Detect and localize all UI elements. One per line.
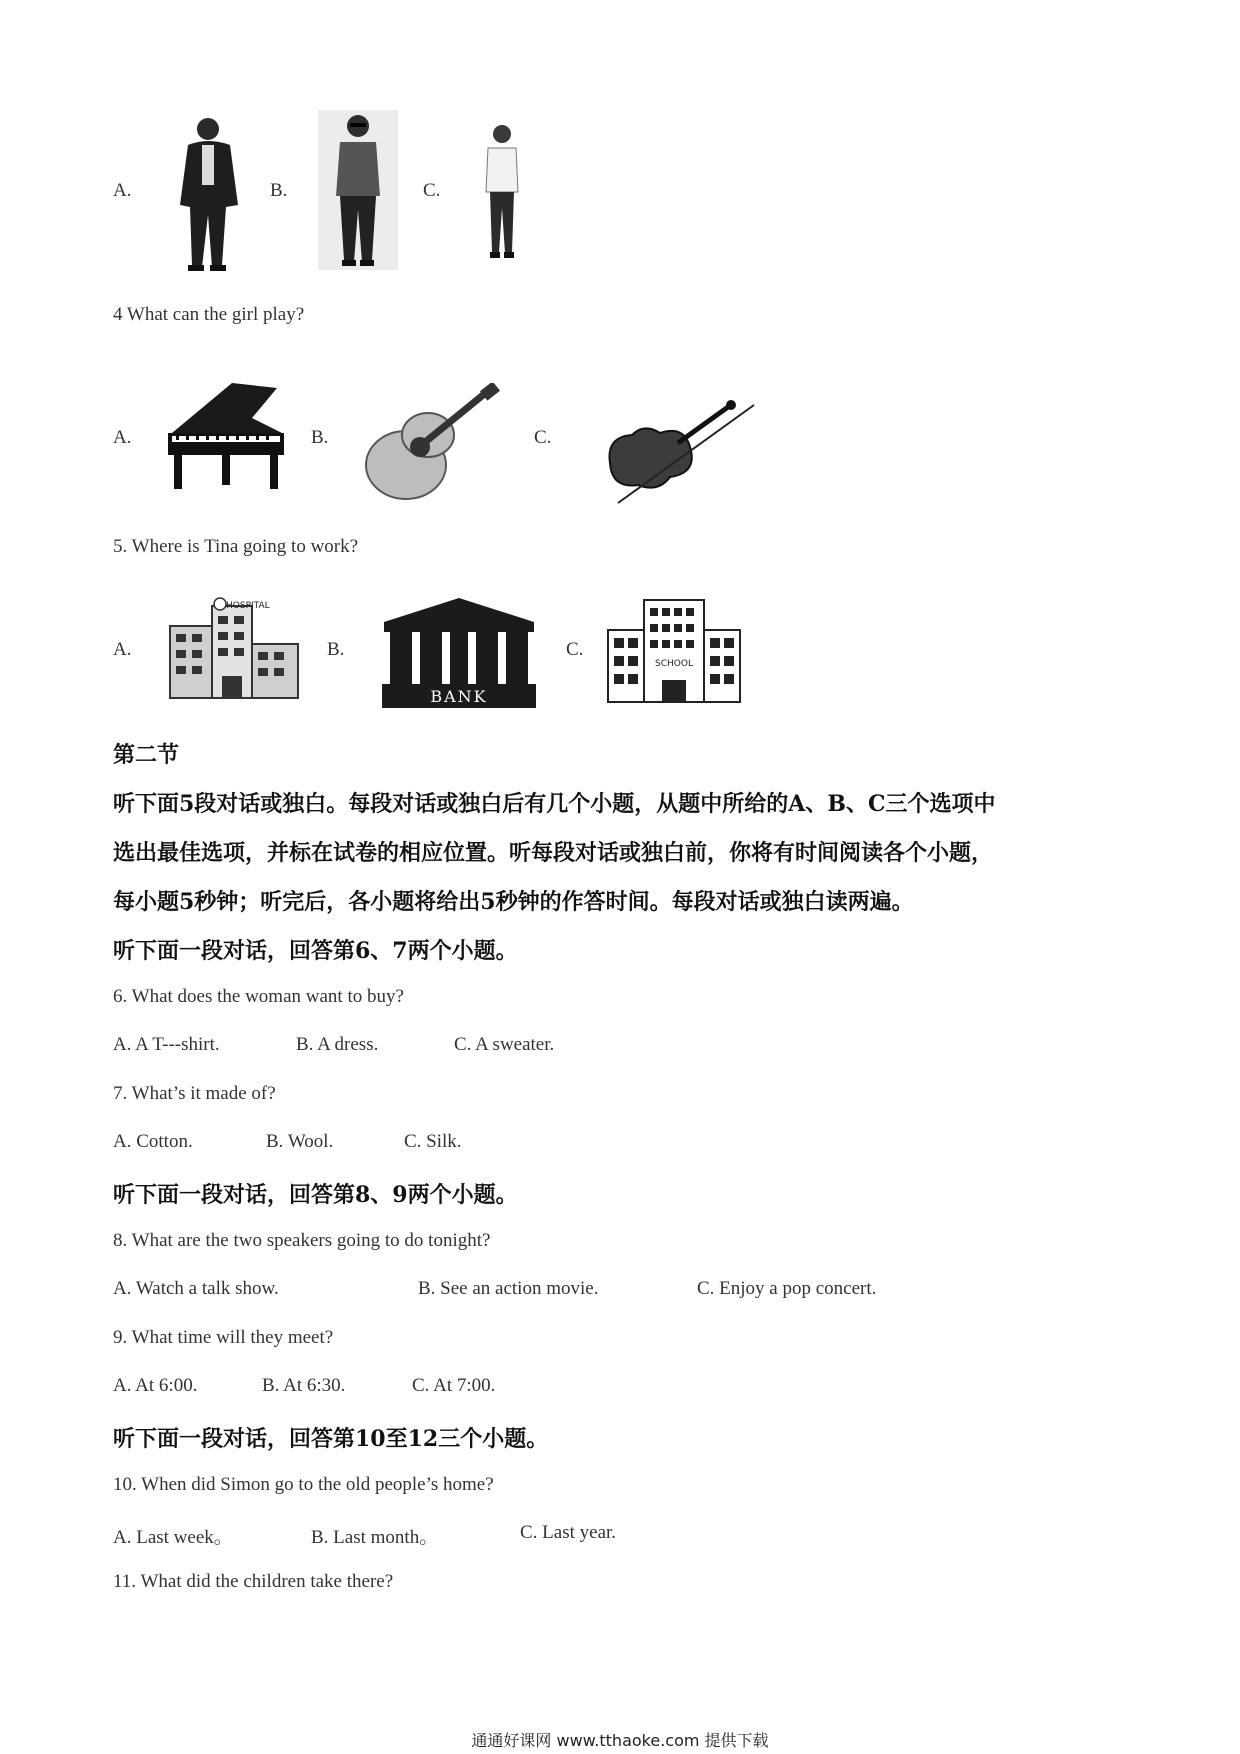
q6-option-b: B. A dress. bbox=[296, 1034, 379, 1055]
q6-question: 6. What does the woman want to buy? bbox=[113, 986, 404, 1007]
q3-option-a-label: A. bbox=[113, 180, 132, 201]
q8-option-a: A. Watch a talk show. bbox=[113, 1278, 279, 1299]
group-2-title: 听下面一段对话，回答第8、9两个小题。 bbox=[113, 1182, 518, 1208]
q10-question: 10. When did Simon go to the old people’s home? bbox=[113, 1474, 494, 1495]
man-in-sunglasses-image bbox=[318, 110, 398, 270]
q8-question: 8. What are the two speakers going to do tonight? bbox=[113, 1230, 491, 1251]
q4-question: 4 What can the girl play? bbox=[113, 304, 305, 325]
q3-option-b-label: B. bbox=[270, 180, 288, 201]
q10-option-b: B. Last month。 bbox=[311, 1527, 439, 1548]
guitar-image bbox=[358, 383, 503, 508]
bank-sign: BANK bbox=[430, 687, 488, 706]
q7-question: 7. What’s it made of? bbox=[113, 1083, 276, 1104]
group-1-title: 听下面一段对话，回答第6、7两个小题。 bbox=[113, 938, 518, 964]
q7-option-c: C. Silk. bbox=[404, 1131, 462, 1152]
section-heading: 第二节 bbox=[113, 742, 180, 768]
school-sign: SCHOOL bbox=[655, 659, 693, 669]
bank-image bbox=[380, 596, 538, 708]
hospital-image bbox=[162, 596, 302, 701]
q9-question: 9. What time will they meet? bbox=[113, 1327, 334, 1348]
q4-option-a-label: A. bbox=[113, 427, 132, 448]
man-in-suit-image bbox=[160, 115, 260, 275]
piano-image bbox=[162, 378, 292, 493]
q10-option-c: C. Last year. bbox=[520, 1522, 617, 1543]
q7-option-a: A. Cotton. bbox=[113, 1131, 193, 1152]
q8-option-c: C. Enjoy a pop concert. bbox=[697, 1278, 877, 1299]
q6-option-c: C. A sweater. bbox=[454, 1034, 555, 1055]
q5-question: 5. Where is Tina going to work? bbox=[113, 536, 359, 557]
q3-option-c-label: C. bbox=[423, 180, 441, 201]
group-3-title: 听下面一段对话，回答第10至12三个小题。 bbox=[113, 1426, 549, 1452]
q4-option-c-label: C. bbox=[534, 427, 552, 448]
woman-in-white-top-image bbox=[472, 122, 532, 267]
q5-option-c-label: C. bbox=[566, 639, 584, 660]
instructions-line-1: 听下面5段对话或独白。每段对话或独白后有几个小题，从题中所给的A、B、C三个选项中 bbox=[113, 791, 996, 817]
q5-option-a-label: A. bbox=[113, 639, 132, 660]
q9-option-a: A. At 6:00. bbox=[113, 1375, 198, 1396]
q5-option-b-label: B. bbox=[327, 639, 345, 660]
instructions-line-3: 每小题5秒钟；听完后，各小题将给出5秒钟的作答时间。每段对话或独白读两遍。 bbox=[113, 889, 914, 915]
q9-option-b: B. At 6:30. bbox=[262, 1375, 346, 1396]
q11-question: 11. What did the children take there? bbox=[113, 1571, 394, 1592]
q4-option-b-label: B. bbox=[311, 427, 329, 448]
hospital-sign: HOSPITAL bbox=[226, 601, 270, 611]
q8-option-b: B. See an action movie. bbox=[418, 1278, 599, 1299]
violin-image bbox=[598, 385, 758, 510]
q10-option-a: A. Last week。 bbox=[113, 1527, 233, 1548]
q9-option-c: C. At 7:00. bbox=[412, 1375, 496, 1396]
instructions-line-2: 选出最佳选项，并标在试卷的相应位置。听每段对话或独白前，你将有时间阅读各个小题， bbox=[113, 840, 994, 866]
q6-option-a: A. A T---shirt. bbox=[113, 1034, 220, 1055]
page-footer: 通通好课网 www.tthaoke.com 提供下载 bbox=[471, 1731, 769, 1750]
q7-option-b: B. Wool. bbox=[266, 1131, 334, 1152]
school-image bbox=[604, 596, 744, 704]
